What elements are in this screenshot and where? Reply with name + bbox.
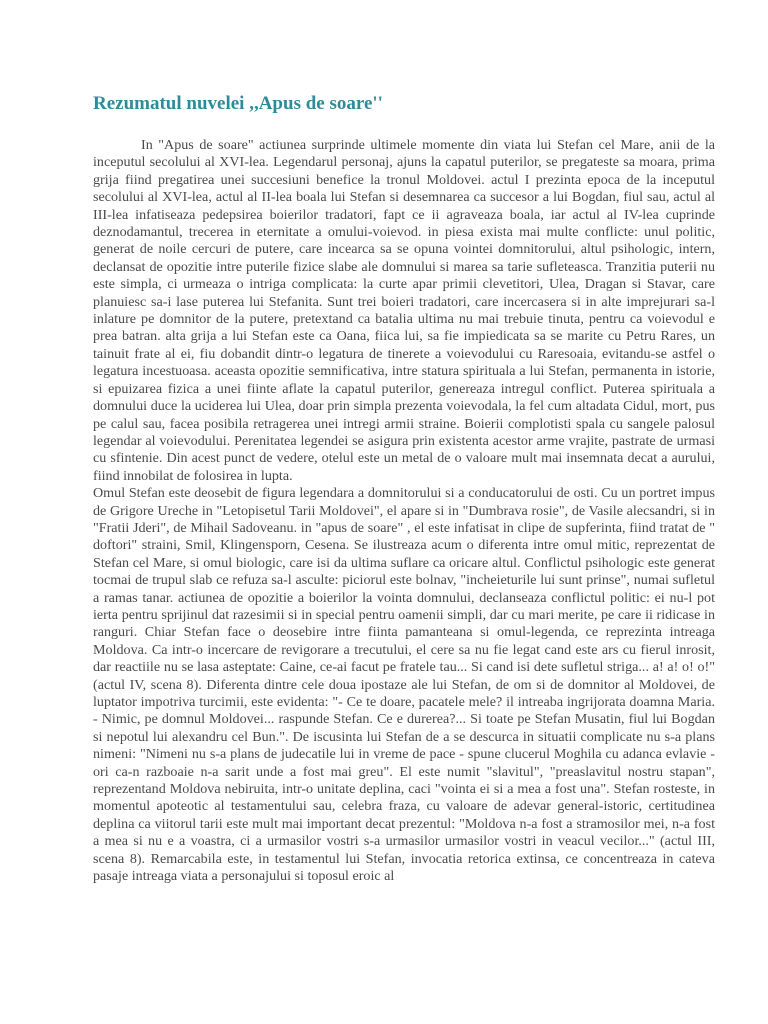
document-title: Rezumatul nuvelei ,,Apus de soare'' — [93, 93, 383, 114]
document-body — [93, 137, 715, 885]
paragraph-2: Omul Stefan este deosebit de figura legendara a domnitorului si a conducatorului de osti. Cu un portret impus de Grigore Ureche in "Letopisetul Tarii Moldovei", el apare si in "Dumbrava rosie", de Vasile alecsandri, si in "Fratii Jderi", de Mihail Sadoveanu. in "apus de soare" , el este infatisat in clipe de supferinta, fiind tratat de " doftori" straini, Smil, Klingensporn, Cesena. Se ilustreaza acum o diferenta intre omul mitic, reprezentat de Stefan cel Mare, si omul biologic, care isi da ultima suflare ca oricare altul. Conflictul psihologic este generat tocmai de trupul slab ce refuza sa-l asculte: piciorul este bolnav, "incheieturile lui sunt prinse", numai sufletul a ramas tanar. actiunea de opozitie a boierilor la vointa domnului, declanseaza conflictul politic: ei nu-l pot ierta pentru sprijinul dat razesimii si in special pentru oamenii simpli, dar cu mari merite, pe care ii ridicase in ranguri. Chiar Stefan face o deosebire intre fiinta pamanteana si omul-legenda, ce reprezinta intreaga Moldova. Ca intr-o incercare de revigorare a trecutului, el cere sa nu fie legat cand este ars cu fierul inrosit, dar reactiile nu se lasa asteptate: Caine, ce-ai facut pe fratele tau... Si cand isi dete sufletul striga... a! a! o! o!" (actul IV, scena 8). Diferenta dintre cele doua ipostaze ale lui Stefan, de om si de domnitor al Moldovei, de luptator impotriva turcimii, este evidenta: "- Ce te doare, pacatele mele? il intreaba ingrijorata doamna Maria. - Nimic, pe domnul Moldovei... raspunde Stefan. Ce e durerea?... Si toate pe Stefan Musatin, fiul lui Bogdan si nepotul lui alexandru cel Bun.". De iscusinta lui Stefan de a se descurca in situatii complicate nu s-a plans nimeni: "Nimeni nu s-a plans de judecatile lui in vreme de pace - spune clucerul Moghila cu adanca evlavie - ori ca-n razboaie n-a sarit unde a fost mai greu". El este numit "slavitul", "preaslavitul nostru stapan", reprezentand Moldova nebiruita, intr-o unitate deplina, caci "vointa ei si a mea a fost una". Stefan rosteste, in momentul apoteotic al testamentului sau, celebra fraza, cu valoare de adevar general-istoric, certitudinea deplina ca viitorul tarii este mult mai important decat prezentul: "Moldova n-a fost a stramosilor mei, n-a fost a mea si nu e a voastra, ci a urmasilor vostri s-a urmasilor urmasilor vostri in veacul vecilor..." (actul III, scena 8). Remarcabila este, in testamentul lui Stefan, invocatia retorica extinsa, ce concentreaza in cateva pasaje intreaga viata a personajului si toposul eroic al — [93, 485, 715, 885]
paragraph-1: In "Apus de soare" actiunea surprinde ultimele momente din viata lui Stefan cel Mare, anii de la inceputul secolului al XVI-lea. Legendarul personaj, ajuns la capatul puterilor, se pregateste sa moara, prima grija fiind pregatirea unei succesiuni benefice la tronul Moldovei. actul I prezinta epoca de la inceputul secolului al XVI-lea, actul al II-lea boala lui Stefan si desemnarea ca succesor a lui Bogdan, fiul sau, actul al III-lea infatiseaza pedepsirea boierilor tradatori, fapt ce ii agraveaza boala, iar actul al IV-lea cuprinde deznodamantul, trecerea in eternitate a omului-voievod. in piesa exista mai multe conflicte: unul politic, generat de noile cercuri de putere, care incearca sa se opuna vointei domnitorului, altul psihologic, intern, declansat de opozitie intre puterile fizice slabe ale domnului si marea sa tarie sufleteasca. Tranzitia puterii nu este simpla, ci urmeaza o intriga complicata: la curte apar primii clevetitori, Ulea, Dragan si Stavar, care planuiesc sa-i lase puterea lui Stefanita. Sunt trei boieri tradatori, care incercasera si in alte imprejurari sa-l inlature pe domnitor de la putere, pretextand ca batalia ultima nu mai trebuie tinuta, pentru ca voievodul e prea batran. alta grija a lui Stefan este ca Oana, fiica lui, sa fie impiedicata sa se marite cu Petru Rares, un tainuit frate al ei, fiu dobandit dintr-o legatura de tinerete a voievodului cu Raresoaia, evitandu-se astfel o legatura incestuoasa. aceasta opozitie semnificativa, intre statura spirituala a lui Stefan, permanenta in istorie, si epuizarea fizica a unei fiinte aflate la capatul puterilor, genereaza intregul conflict. Puterea spirituala a domnului duce la uciderea lui Ulea, doar prin simpla prezenta voievodala, la fel cum altadata Cidul, mort, pus pe calul sau, facea posibila retragerea unei intregi armii straine. Boierii complotisti spala cu sangele palosul legendar al voievodului. Perenitatea legendei se asigura prin existenta acestor arme vrajite, pastrate de urmasi cu sfintenie. Din acest punct de vedere, otelul este un metal de o valoare mult mai insemnata decat a aurului, fiind innobilat de folosirea in lupta. — [93, 137, 715, 484]
